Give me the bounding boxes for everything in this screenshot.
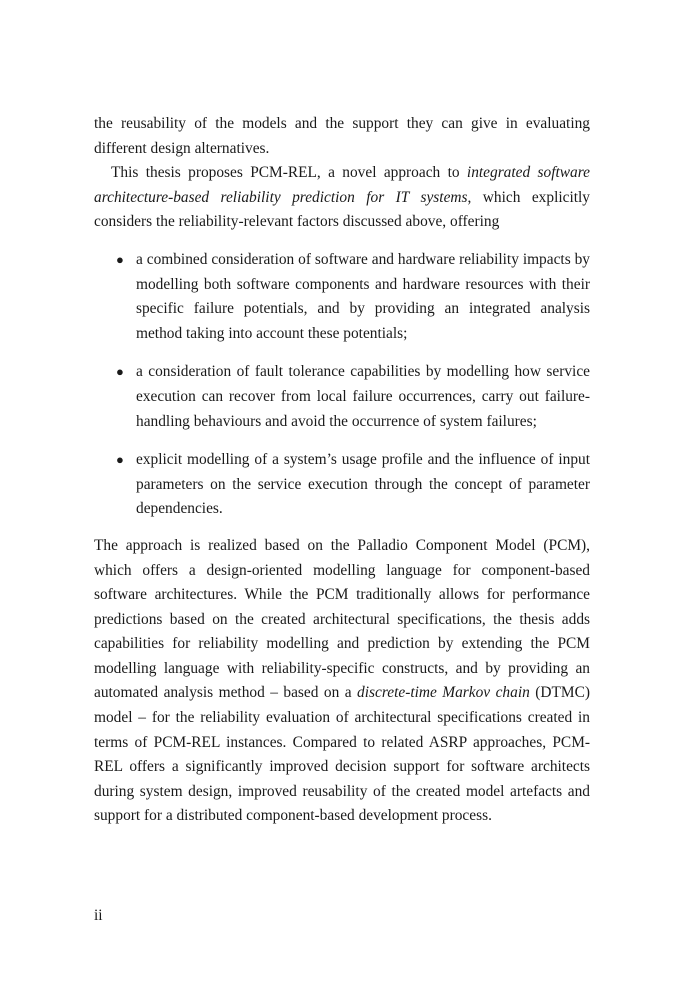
paragraph-continuation: the reusability of the models and the support they can give in evaluating different design alternatives.: [94, 115, 590, 157]
offerings-list: [94, 248, 590, 522]
list-item: [94, 248, 590, 346]
bullet-icon: ●: [116, 251, 124, 267]
list-item-text: a consideration of fault tolerance capabilities by modelling how service execution can recover from local failure occurrences, carry out failure-handling behaviours and avoid the occurrence of system failures;: [136, 363, 590, 430]
list-item: [94, 360, 590, 434]
list-item-text: explicit modelling of a system’s usage profile and the influence of input parameters on the service execution through the concept of parameter dependencies.: [136, 451, 590, 518]
paragraph-thesis-proposal: [94, 161, 590, 235]
page-number: ii: [94, 907, 103, 924]
bullet-icon: ●: [116, 364, 124, 380]
approach-emphasis: discrete-time Markov chain: [357, 684, 530, 702]
approach-text-end: (DTMC) model – for the reliability evaluation of architectural specifications created in terms of PCM-REL instances. Compared to related ASRP approaches, PCM-REL offers a significantly improved decision support for software architects during system design, improved reusability of the created model artefacts and support for a distributed component-based development process.: [94, 684, 590, 825]
thesis-proposal-emphasis: integrated software architecture-based reliability prediction for IT systems: [94, 164, 590, 206]
bullet-icon: ●: [116, 452, 124, 468]
list-item: [94, 448, 590, 522]
paragraph-approach: [94, 534, 590, 829]
thesis-proposal-text-end: , which explicitly considers the reliability-relevant factors discussed above, offering: [94, 188, 590, 231]
page-body: [94, 112, 590, 829]
list-item-text: a combined consideration of software and hardware reliability impacts by modelling both software components and hardware resources with their specific failure potentials, and by providing an integrated analysis method taking into account these potentials;: [136, 250, 590, 342]
thesis-proposal-text-start: This thesis proposes PCM-REL, a novel approach to: [111, 164, 467, 182]
approach-text-start: The approach is realized based on the Palladio Component Model (PCM), which offers a design-oriented modelling language for component-based software architectures. While the PCM traditionally allows for performance predictions based on the created architectural specifications, the thesis adds capabilities for reliability modelling and prediction by extending the PCM modelling language with reliability-specific constructs, and by providing an automated analysis method – based on a: [94, 536, 590, 702]
